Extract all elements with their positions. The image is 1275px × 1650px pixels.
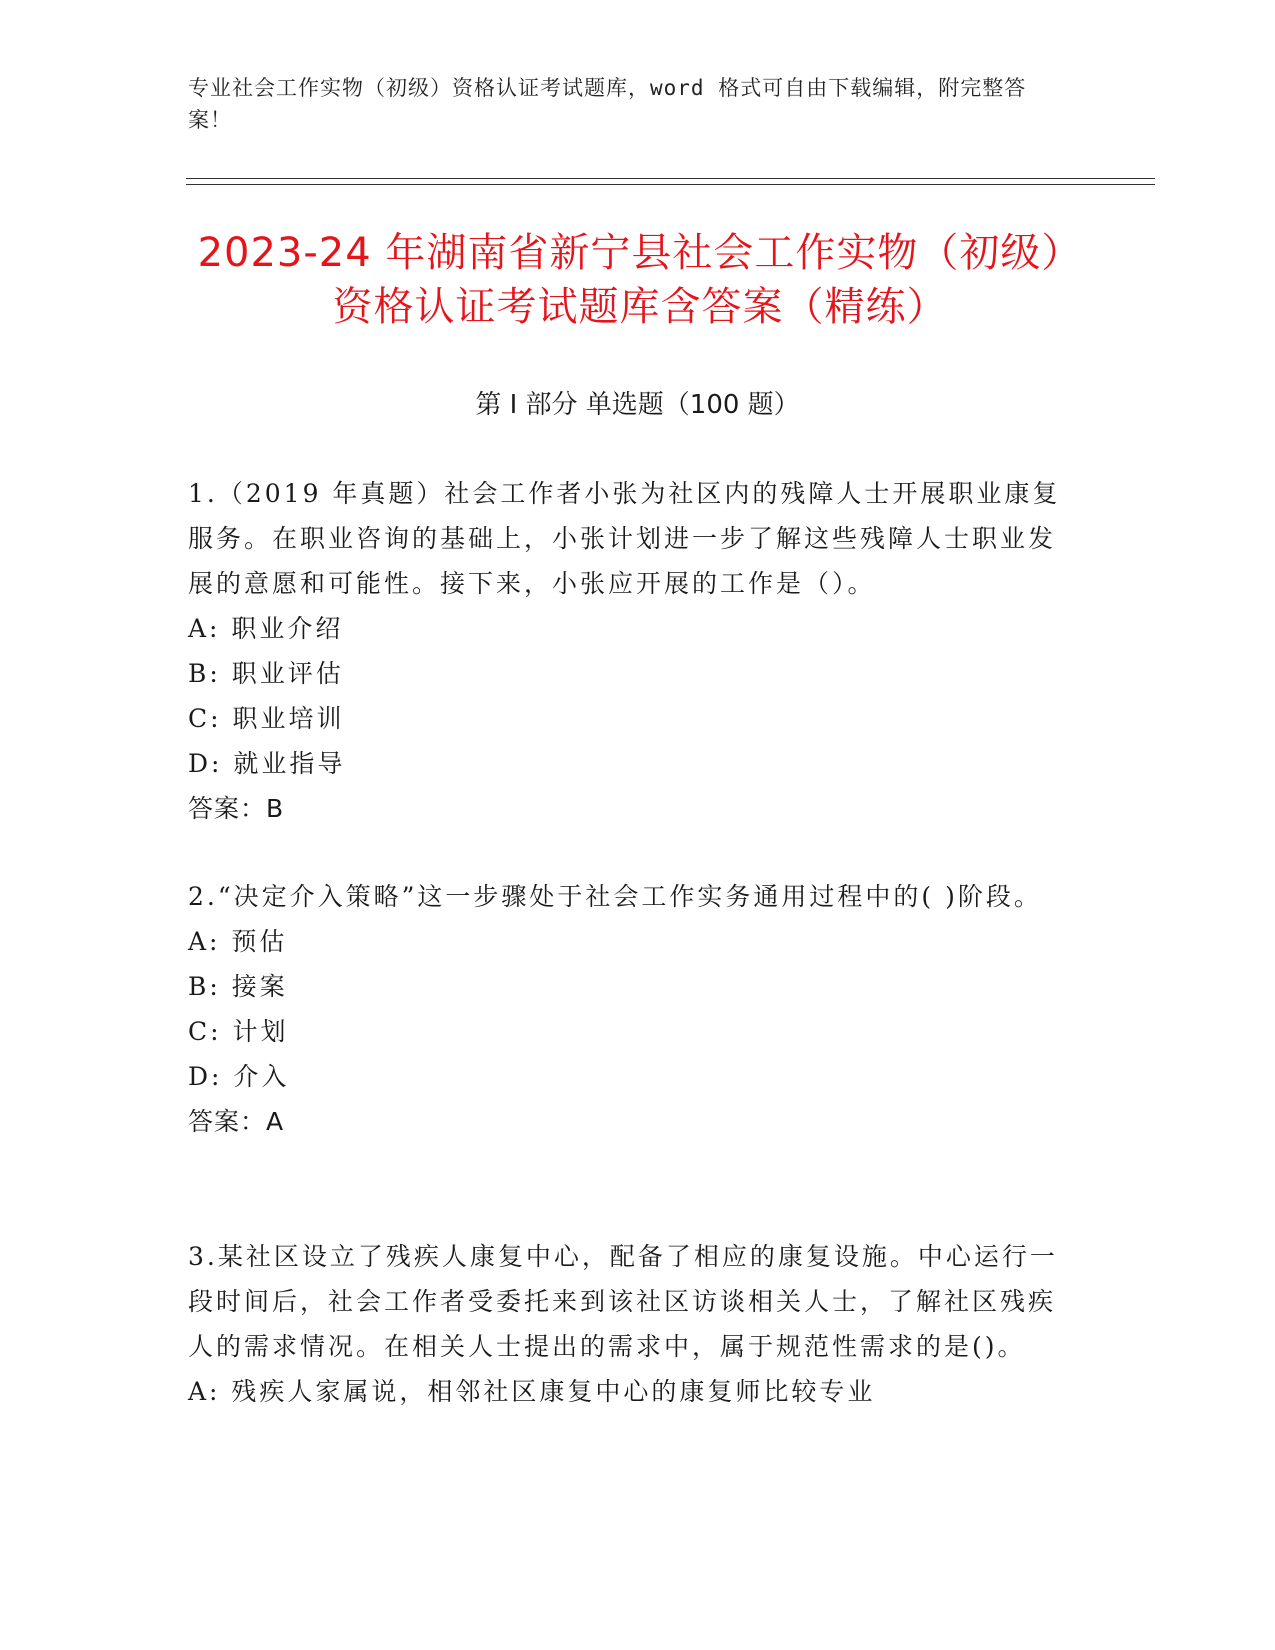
section-heading: 第 I 部分 单选题（100 题） [475,390,800,420]
answer: 答案：B [188,794,285,823]
option-b: B: 接案 [188,972,288,1001]
option-a: A: 职业介绍 [188,614,344,643]
option-a: A: 残疾人家属说，相邻社区康复中心的康复师比较专业 [188,1377,876,1406]
question-stem: 2.“决定介入策略”这一步骤处于社会工作实务通用过程中的( )阶段。 [188,882,1042,911]
question-2 [188,874,1068,1144]
header-divider-top [186,178,1155,179]
option-d: D: 介入 [188,1062,290,1091]
header-note: 专业社会工作实物（初级）资格认证考试题库，word 格式可自由下载编辑，附完整答案！ [188,76,1027,132]
answer: 答案：A [188,1107,285,1136]
option-d: D: 就业指导 [188,749,346,778]
question-3 [188,1234,1068,1414]
option-c: C: 计划 [188,1017,289,1046]
question-stem: 3.某社区设立了残疾人康复中心，配备了相应的康复设施。中心运行一段时间后，社会工作者受委托来到该社区访谈相关人士，了解社区残疾人的需求情况。在相关人士提出的需求中，属于规范性需求的是()。 [188,1242,1058,1361]
document-title: 2023-24 年湖南省新宁县社会工作实物（初级）资格认证考试题库含答案（精练） [197,230,1083,330]
option-c: C: 职业培训 [188,704,345,733]
question-1 [188,471,1068,831]
header-divider-bottom [186,184,1155,185]
question-stem: 1.（2019 年真题）社会工作者小张为社区内的残障人士开展职业康复服务。在职业咨询的基础上，小张计划进一步了解这些残障人士职业发展的意愿和可能性。接下来，小张应开展的工作是（）。 [188,479,1061,598]
option-b: B: 职业评估 [188,659,344,688]
option-a: A: 预估 [188,927,288,956]
